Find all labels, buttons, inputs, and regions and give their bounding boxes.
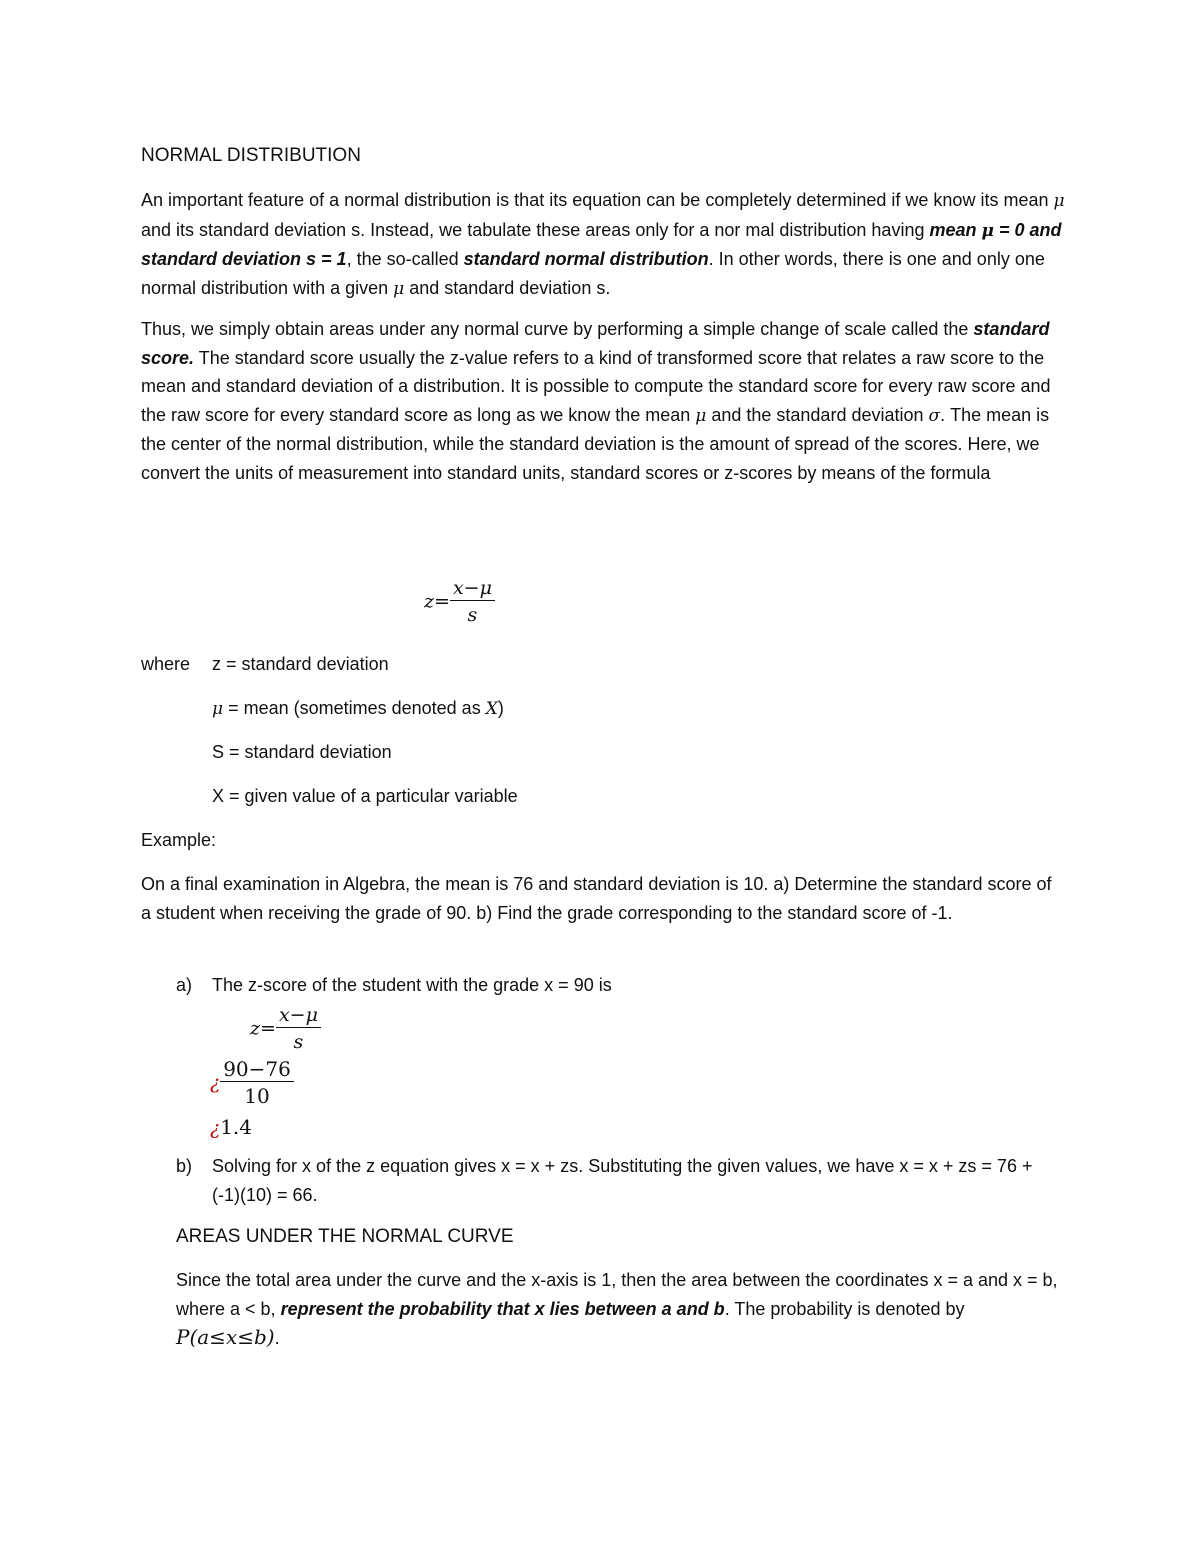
part-a-result: ¿1.4 — [210, 1115, 252, 1139]
example-text: On a final examination in Algebra, the mean is 76 and standard deviation is 10. a) Determine the standard score of a student when receiving the grade of 90. b) Find the grade corresponding to the standard score of -1. — [141, 874, 1052, 923]
mu-symbol: μ — [1053, 191, 1065, 211]
z-score-formula: z= $\frac{x-\mu}{s}$ — [424, 576, 495, 629]
section-heading: AREAS UNDER THE NORMAL CURVE — [176, 1226, 514, 1247]
part-a-substitution: ¿ $\frac{90-76}{10}$ — [210, 1057, 294, 1110]
sigma-symbol: σ — [928, 405, 941, 426]
page-title: NORMAL DISTRIBUTION — [141, 145, 361, 166]
part-a-marker: a) — [176, 975, 193, 995]
part-a-formula: z= $\frac{x-\mu}{s}$ — [250, 1003, 321, 1056]
part-b-marker: b) — [176, 1156, 193, 1176]
question-glyph: ¿ — [210, 1071, 221, 1094]
standard-score-paragraph: Thus, we simply obtain areas under any normal curve by performing a simple change of scale called the standard score. The standard score usually the z-value refers to a kind of transformed score that relates a raw score to the mean and standard deviation of a distribution. It is possible to compute the standard score for every raw score and the raw score for every standard score as long as we know the mean μ and the standard deviation σ. The mean is the center of the normal distribution, while the standard deviation is the amount of spread of the scores. Here, we convert the units of measurement into standard units, standard scores or z-scores by means of the formula — [141, 319, 1051, 483]
probability-expression: P(a≤x≤b) — [176, 1325, 275, 1349]
intro-paragraph: An important feature of a normal distribution is that its equation can be completely determined if we know its mean μ and its standard deviation s. Instead, we tabulate these areas only for a nor mal distribution having mean μ = 0 and standard deviation s = 1, the so-called standard normal distribution. In other words, there is one and only one normal distribution with a given μ and standard deviation s. — [141, 190, 1065, 299]
example-label: Example: — [141, 830, 217, 850]
definition-mu: μ = mean (sometimes denoted as X) — [212, 698, 504, 719]
part-a-text: The z-score of the student with the grade x = 90 is — [212, 975, 612, 995]
definition-x: X = given value of a particular variable — [212, 786, 518, 806]
definition-z: z = standard deviation — [212, 654, 389, 674]
definition-s: S = standard deviation — [212, 742, 392, 762]
part-b-text: Solving for x of the z equation gives x = x + zs. Substituting the given values, we have x = x + zs = 76 + (-1)(10) = 66. — [212, 1156, 1033, 1205]
definition-where: where — [141, 654, 191, 674]
areas-paragraph: Since the total area under the curve and the x-axis is 1, then the area between the coordinates x = a and x = b, where a < b, represent the probability that x lies between a and b. The probability is denoted by P(a≤x≤b). — [176, 1270, 1058, 1349]
